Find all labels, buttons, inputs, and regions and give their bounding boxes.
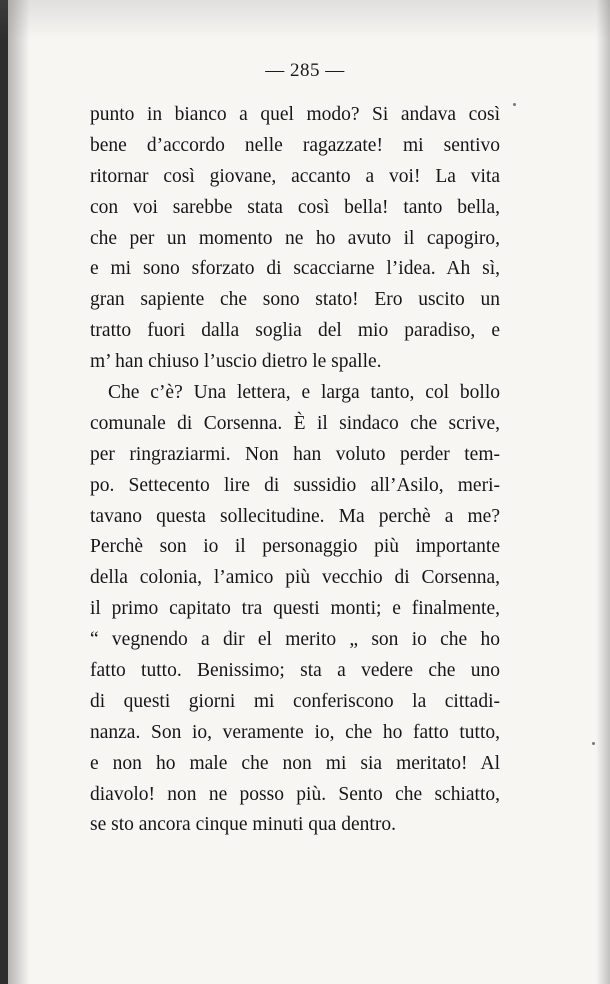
text-line: gran sapiente che sono stato! Ero uscito un [90, 289, 500, 311]
binding-edge [0, 0, 8, 984]
text-line: tratto fuori dalla soglia del mio paradiso, e [90, 320, 500, 342]
text-line: comunale di Corsenna. È il sindaco che scrive, [90, 412, 500, 434]
text-line: punto in bianco a quel modo? Si andava così [90, 104, 500, 125]
text-line: po. Settecento lire di sussidio all’Asilo, meri- [90, 474, 500, 496]
text-line: bene d’accordo nelle ragazzate! mi sentivo [90, 134, 500, 156]
text-line: e non ho male che non mi sia meritato! Al [90, 752, 500, 774]
text-line: tavano questa sollecitudine. Ma perchè a me? [90, 505, 500, 527]
text-line: diavolo! non ne posso più. Sento che schiatto, [90, 783, 500, 805]
text-line: e mi sono sforzato di scacciarne l’idea. Ah sì, [90, 258, 500, 280]
text-line: il primo capitato tra questi monti; e finalmente, [90, 598, 500, 620]
text-line: m’ han chiuso l’uscio dietro le spalle. [90, 351, 382, 373]
text-line: Perchè son io il personaggio più importante [90, 536, 500, 558]
text-line: che per un momento ne ho avuto il capogiro, [90, 227, 500, 249]
page-number: — 285 — [265, 60, 345, 81]
binding-shadow [8, 0, 30, 984]
text-line: nanza. Son io, veramente io, che ho fatto tutto, [90, 721, 500, 743]
text-line: con voi sarebbe stata così bella! tanto bella, [90, 196, 500, 218]
body-text [90, 100, 500, 841]
top-shade [0, 0, 610, 40]
text-line: della colonia, l’amico più vecchio di Corsenna, [90, 567, 500, 589]
text-line: ritornar così giovane, accanto a voi! La vita [90, 165, 500, 187]
margin-speck [592, 742, 595, 745]
margin-speck [513, 103, 516, 106]
text-line: Che c’è? Una lettera, e larga tanto, col bollo [108, 382, 500, 404]
text-line: “ vegnendo a dir el merito „ son io che ho [90, 629, 500, 651]
text-line: se sto ancora cinque minuti qua dentro. [90, 814, 396, 836]
text-line: di questi giorni mi conferiscono la cittadi- [90, 690, 500, 712]
text-line: fatto tutto. Benissimo; sta a vedere che uno [90, 660, 500, 682]
text-line: per ringraziarmi. Non han voluto perder tem- [90, 443, 500, 465]
page-right-edge [596, 0, 610, 984]
